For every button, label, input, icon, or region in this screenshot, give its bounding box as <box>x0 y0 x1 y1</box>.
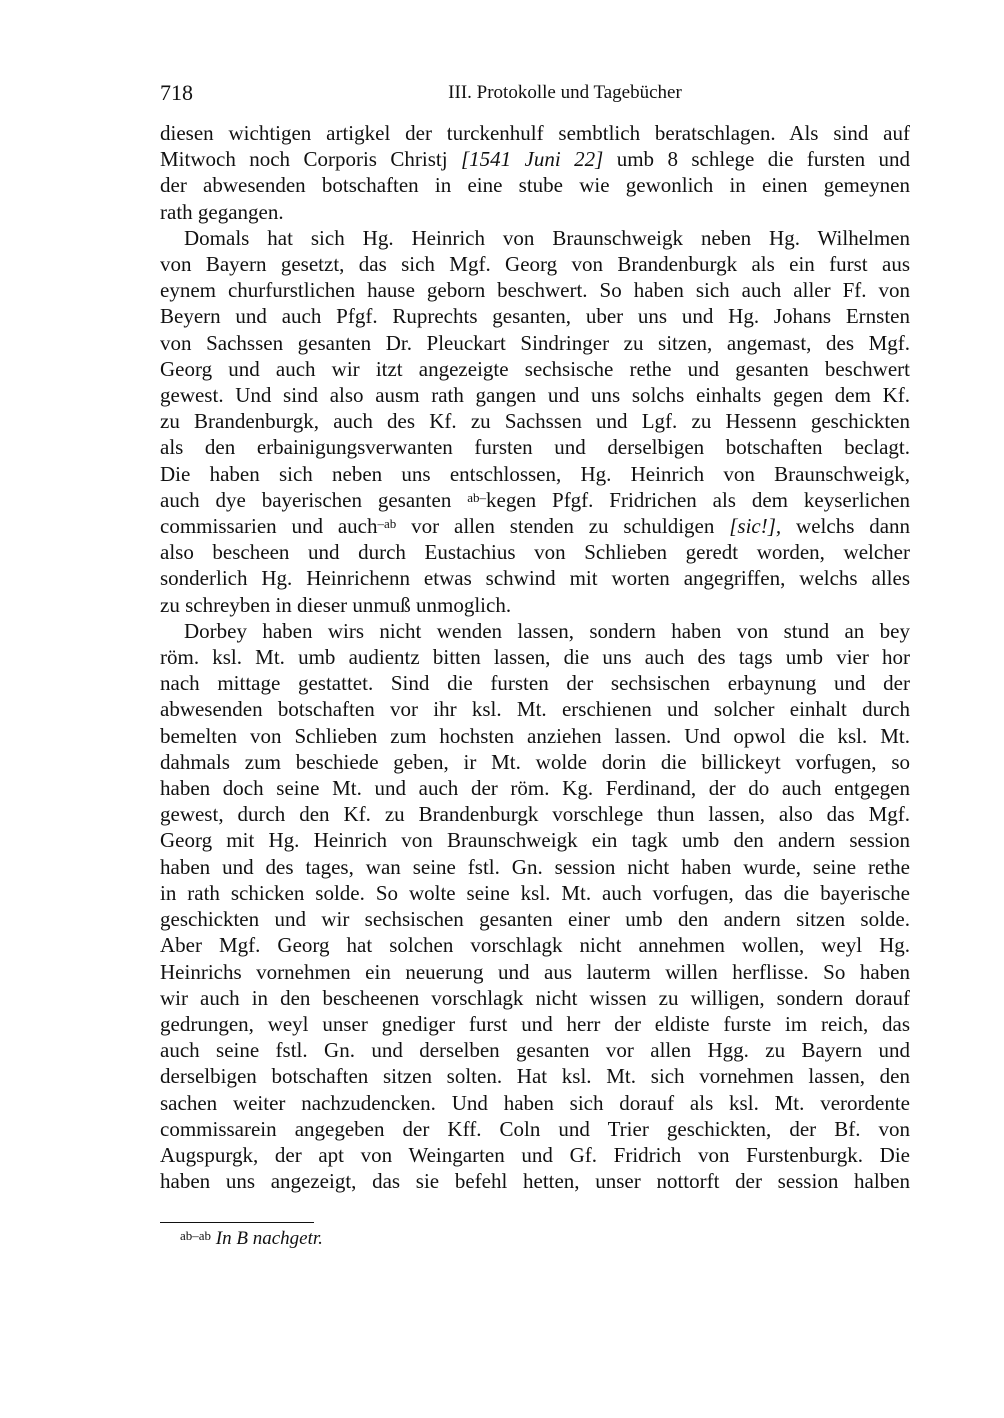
text-line: haben uns angezeigt, das sie befehl hetten, unser nottorft der session halben <box>160 1169 910 1194</box>
text-line: gedrungen, weyl unser gnediger furst und herr der eldiste furste im reich, das <box>160 1011 910 1036</box>
text-line: zu schreyben in dieser unmuß unmoglich. <box>160 592 512 617</box>
text-line: sachen weiter nachzudencken. Und haben sich dorauf als ksl. Mt. verordente <box>160 1090 910 1115</box>
page-header <box>160 80 910 108</box>
text-line: sonderlich Hg. Heinrichenn etwas schwind mit worten angegriffen, welchs alles <box>160 566 910 591</box>
text-line: wir auch in den bescheenen vorschlagk nicht wissen zu willigen, sondern dorauf <box>160 985 910 1010</box>
text-line: zu Brandenburgk, auch des Kf. zu Sachssen und Lgf. zu Hessenn geschickten <box>160 409 910 434</box>
text-line: Georg und auch wir itzt angezeigte sechsische rethe und gesanten beschwert <box>160 356 910 381</box>
footnote-marker: ab– <box>467 489 486 505</box>
text-line: in rath schicken solde. So wolte seine ksl. Mt. auch vorfugen, das die bayerische <box>160 880 910 905</box>
text-line: als den erbainigungsverwanten fursten und derselbigen botschaften beclagt. <box>160 435 910 460</box>
footnote-text: In B nachgetr. <box>215 1228 323 1249</box>
text-line: dahmals zum beschiede geben, ir Mt. wolde dorin die billickeyt vorfugen, so <box>160 749 910 774</box>
text-line: Georg mit Hg. Heinrich von Braunschweigk ein tagk umb den andern session <box>160 828 910 853</box>
date-annotation: [1541 Juni 22] <box>460 147 604 172</box>
text-line: röm. ksl. Mt. umb audientz bitten lassen, die uns auch des tags umb vier hor <box>160 645 910 670</box>
text-line: geschickten und wir sechsischen gesanten einer umb den andern sitzen solde. <box>160 907 910 932</box>
text-line: rath gegangen. <box>160 199 284 224</box>
footnote-marker: –ab <box>377 516 397 532</box>
text-line: Dorbey haben wirs nicht wenden lassen, sondern haben von stund an bey <box>184 618 910 643</box>
text-line: auch seine fstl. Gn. und derselben gesanten vor allen Hgg. zu Bayern und <box>160 1038 910 1063</box>
page-number: 718 <box>160 80 193 105</box>
text-line: der abwesenden botschaften in eine stube wie gewonlich in einen gemeynen <box>160 173 910 198</box>
footnote <box>180 1228 323 1250</box>
text-line: abwesenden botschaften vor ihr ksl. Mt. erschienen und solcher einhalt durch <box>160 697 910 722</box>
text-line: gewest. Und sind also ausm rath gangen und uns solchs einhalts gegen dem Kf. <box>160 383 910 408</box>
text-line: von Sachssen gesanten Dr. Pleuckart Sindringer zu sitzen, angemast, des Mgf. <box>160 330 910 355</box>
text-line: Beyern und auch Pfgf. Ruprechts gesanten, uber uns und Hg. Johans Ernsten <box>160 304 910 329</box>
paragraph-2 <box>160 225 910 618</box>
text-line: derselbigen botschaften sitzen solten. Hat ksl. Mt. sich vornehmen lassen, den <box>160 1064 910 1089</box>
paragraph-1 <box>160 120 910 225</box>
text-line: nach mittage gestattet. Sind die fursten der sechsischen erbaynung und der <box>160 671 910 696</box>
text-line: Mitwoch noch Corporis Christj [1541 Juni 22] umb 8 schlege die fursten und <box>160 147 911 172</box>
text-line: also bescheen und durch Eustachius von Schlieben geredt worden, welcher <box>160 540 910 565</box>
text-line: Heinrichs vornehmen ein neuerung und aus lauterm willen herflisse. So haben <box>160 959 910 984</box>
text-line: commissarien und auch$^{-ab}$ vor allen stenden zu schuldigen [sic!], welchs dann <box>160 514 911 539</box>
editorial-note: [sic!], <box>729 514 782 539</box>
text-line: Aber Mgf. Georg hat solchen vorschlagk nicht annehmen wollen, weyl Hg. <box>160 933 910 958</box>
text-line: commissarein angegeben der Kff. Coln und Trier geschickten, der Bf. von <box>160 1116 910 1141</box>
text-line: auch dye bayerischen gesanten $^{ab-}$kegen Pfgf. Fridrichen als dem keyserlichen <box>160 487 911 512</box>
text-line: haben doch seine Mt. und auch der röm. Kg. Ferdinand, der do auch entgegen <box>160 776 910 801</box>
text-line: diesen wichtigen artigkel der turckenhulf sembtlich beratschlagen. Als sind auf <box>160 121 910 145</box>
paragraph-3 <box>160 618 910 1194</box>
text-line: gewest, durch den Kf. zu Brandenburgk vorschlege thun lassen, also das Mgf. <box>160 802 910 827</box>
footnote-divider <box>160 1222 314 1223</box>
text-line: haben und des tages, wan seine fstl. Gn. session nicht haben wurde, seine rethe <box>160 854 910 879</box>
text-line: Domals hat sich Hg. Heinrich von Braunschweigk neben Hg. Wilhelmen <box>184 225 910 250</box>
text-line: bemelten von Schlieben zum hochsten anziehen lassen. Und opwol die ksl. Mt. <box>160 723 910 748</box>
running-head: III. Protokolle und Tagebücher <box>448 82 682 103</box>
text-line: von Bayern gesetzt, das sich Mgf. Georg von Brandenburgk als ein furst aus <box>160 252 910 277</box>
text-line: Die haben sich neben uns entschlossen, Hg. Heinrich von Braunschweigk, <box>160 461 910 486</box>
text-line: eynem churfurstlichen hause geborn beschwert. So haben sich auch aller Ff. von <box>160 278 910 303</box>
text-line: Augspurgk, der apt von Weingarten und Gf. Fridrich von Furstenburgk. Die <box>160 1142 910 1167</box>
footnote-marker: ab–ab <box>180 1228 212 1243</box>
body-text <box>160 120 910 1194</box>
